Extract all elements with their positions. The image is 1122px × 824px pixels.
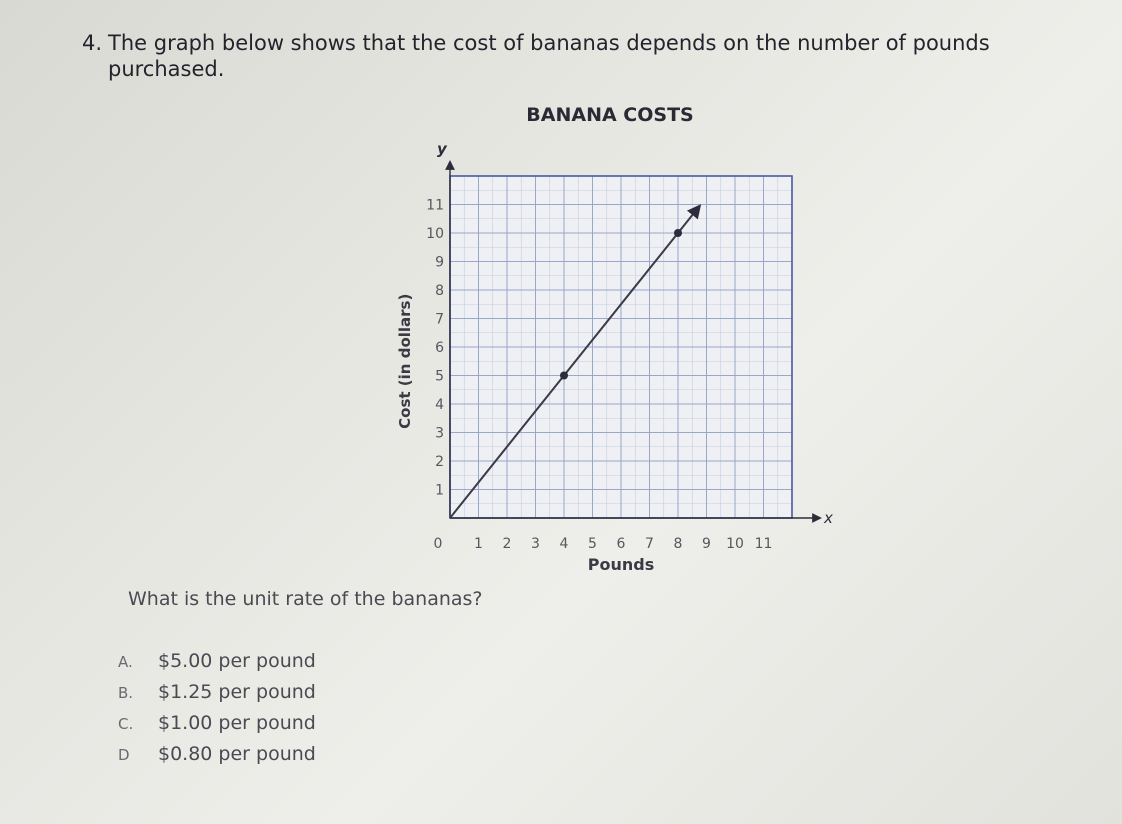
y-axis-letter: y: [437, 140, 447, 158]
y-tick-label: 8: [435, 283, 444, 299]
x-tick-label: 10: [726, 536, 744, 552]
question-prompt: What is the unit rate of the bananas?: [128, 588, 483, 610]
y-tick-label: 3: [435, 425, 444, 442]
y-tick-label: 1: [435, 482, 444, 499]
choice-letter: D: [118, 746, 130, 764]
x-tick-label: 7: [645, 536, 654, 552]
x-tick-label: 9: [702, 536, 711, 552]
x-tick-label: 6: [616, 536, 626, 552]
y-tick-label: 5: [435, 368, 444, 385]
chart-title: BANANA COSTS: [526, 104, 694, 126]
x-tick-label: 4: [559, 536, 569, 552]
x-tick-label: 0: [433, 536, 443, 552]
choice-text: $0.80 per pound: [158, 743, 316, 765]
y-tick-label: 7: [435, 311, 444, 328]
choice-letter: A.: [118, 653, 133, 671]
x-tick-label: 5: [588, 536, 597, 552]
banana-cost-chart: [390, 138, 850, 578]
choice-d[interactable]: [118, 743, 316, 774]
y-tick-label: 9: [435, 254, 444, 271]
answer-choices: [118, 650, 316, 774]
choice-text: $5.00 per pound: [158, 650, 316, 672]
y-tick-label: 11: [426, 197, 444, 214]
x-tick-label: 1: [474, 536, 483, 552]
choice-text: $1.00 per pound: [158, 712, 316, 734]
choice-a[interactable]: [118, 650, 316, 681]
data-point: [560, 372, 568, 380]
y-tick-label: 4: [435, 397, 444, 413]
choice-letter: C.: [118, 715, 134, 733]
choice-letter: B.: [118, 684, 134, 702]
y-tick-label: 2: [435, 454, 444, 470]
x-tick-label: 2: [502, 536, 512, 552]
x-axis-title: Pounds: [587, 555, 655, 574]
choice-b[interactable]: [118, 681, 316, 712]
x-tick-label: 3: [531, 536, 540, 552]
y-tick-label: 6: [435, 340, 444, 356]
x-tick-label: 11: [754, 536, 773, 552]
y-axis-title: Cost (in dollars): [396, 293, 414, 429]
choice-c[interactable]: [118, 712, 316, 743]
y-tick-label: 10: [426, 226, 444, 242]
choice-text: $1.25 per pound: [158, 681, 316, 703]
question-number: 4.: [82, 31, 103, 55]
x-tick-label: 8: [673, 536, 683, 552]
data-point: [674, 229, 682, 237]
x-axis-letter: x: [824, 509, 833, 527]
question-text: The graph below shows that the cost of bananas depends on the number of pounds purchased.: [108, 31, 990, 81]
